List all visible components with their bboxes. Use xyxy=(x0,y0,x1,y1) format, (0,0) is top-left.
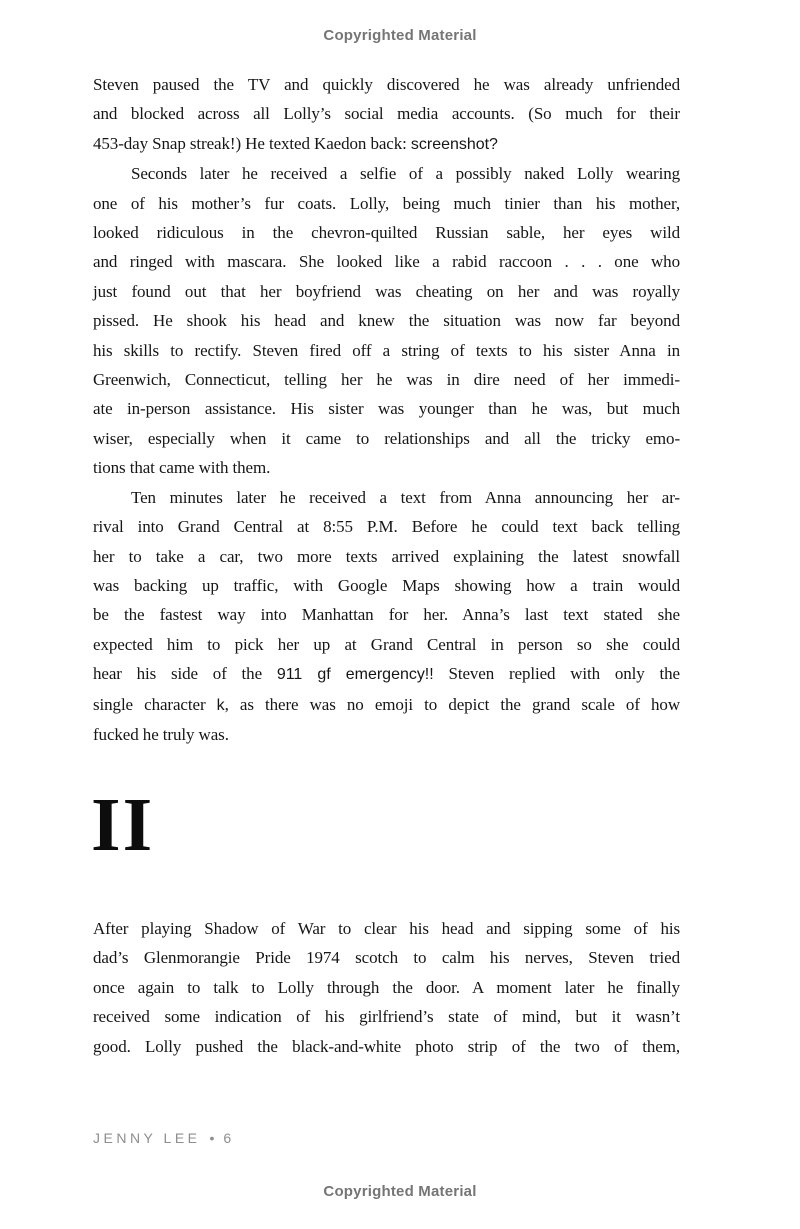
text-run: ate in-person assistance. His sister was younger than he was, but much xyxy=(93,399,680,419)
text-run: received some indication of his girlfriend’s state of mind, but it wasn’t xyxy=(93,1007,680,1027)
text-line xyxy=(93,218,680,247)
text-run: was backing up traffic, with Google Maps showing how a train would xyxy=(93,575,680,595)
text-run: Steven paused the TV and quickly discovered he was already unfriended xyxy=(93,75,680,94)
text-run: once again to talk to Lolly through the door. A moment later he finally xyxy=(93,977,680,997)
text-line xyxy=(93,70,680,99)
text-run: hear his side of the xyxy=(93,664,277,684)
text-message-run: 911 gf emergency!! xyxy=(276,666,434,684)
running-footer xyxy=(93,1130,235,1146)
text-line xyxy=(93,424,680,453)
text-run: Greenwich, Connecticut, telling her he was in dire need of her immedi- xyxy=(93,370,680,390)
text-run: and blocked across all Lolly’s social media accounts. (So much for their xyxy=(93,104,680,124)
text-run: pissed. He shook his head and knew the situation was now far beyond xyxy=(93,311,680,331)
text-run: Ten minutes later he received a text from Anna announcing her ar- xyxy=(131,487,680,507)
text-line xyxy=(93,189,680,218)
paragraph-2 xyxy=(93,159,680,482)
text-line xyxy=(93,336,680,365)
text-line xyxy=(93,129,680,159)
text-run: tions that came with them. xyxy=(93,458,271,478)
text-line xyxy=(93,630,680,659)
text-line xyxy=(93,159,680,188)
text-line xyxy=(93,720,680,749)
text-run: 453-day Snap streak!) He texted Kaedon back: xyxy=(93,133,411,153)
copyright-notice-top: Copyrighted Material xyxy=(323,27,477,44)
text-run: his skills to rectify. Steven fired off a string of texts to his sister Anna in xyxy=(93,340,680,360)
text-line xyxy=(93,247,680,276)
paragraph-3 xyxy=(93,483,680,750)
footer-page-number: 6 xyxy=(223,1130,235,1146)
text-run: dad’s Glenmorangie Pride 1974 scotch to calm his nerves, Steven tried xyxy=(93,948,680,968)
text-run: Steven replied with only the xyxy=(433,664,680,684)
text-run: After playing Shadow of War to clear his head and sipping some of his xyxy=(93,919,680,938)
text-run: her to take a car, two more texts arrived explaining the latest snowfall xyxy=(93,546,680,566)
text-line xyxy=(93,483,680,512)
text-message-run: screenshot? xyxy=(410,135,498,153)
chapter-heading: II xyxy=(91,783,155,867)
text-run: and ringed with mascara. She looked like a rabid raccoon . . . one who xyxy=(93,252,680,272)
text-run: rival into Grand Central at 8:55 P.M. Before he could text back telling xyxy=(93,517,680,537)
text-line xyxy=(93,306,680,335)
text-line xyxy=(93,571,680,600)
text-line xyxy=(93,394,680,423)
text-run: looked ridiculous in the chevron-quilted Russian sable, her eyes wild xyxy=(93,223,680,243)
body-text-upper xyxy=(93,70,680,749)
text-line xyxy=(93,99,680,128)
text-run: one of his mother’s fur coats. Lolly, being much tinier than his mother, xyxy=(93,193,680,213)
text-line xyxy=(93,1002,680,1031)
text-run: wiser, especially when it came to relationships and all the tricky emo- xyxy=(93,428,680,448)
footer-author: JENNY LEE xyxy=(93,1130,201,1146)
body-text-lower xyxy=(93,914,680,1061)
paragraph-1 xyxy=(93,70,680,159)
text-run: fucked he truly was. xyxy=(93,724,229,744)
text-message-run: k xyxy=(216,696,225,714)
text-line xyxy=(93,600,680,629)
footer-separator-bullet: • xyxy=(209,1130,215,1146)
text-run: be the fastest way into Manhattan for her. Anna’s last text stated she xyxy=(93,605,680,625)
text-run: single character xyxy=(93,694,217,714)
text-run: good. Lolly pushed the black-and-white photo strip of the two of them, xyxy=(93,1036,680,1056)
text-line xyxy=(93,943,680,972)
copyright-notice-bottom: Copyrighted Material xyxy=(323,1183,477,1200)
text-line xyxy=(93,659,680,689)
text-run: Seconds later he received a selfie of a possibly naked Lolly wearing xyxy=(131,164,680,184)
text-line xyxy=(93,542,680,571)
text-line xyxy=(93,453,680,482)
text-line xyxy=(93,973,680,1002)
paragraph-4 xyxy=(93,914,680,1061)
text-line xyxy=(93,690,680,720)
text-line xyxy=(93,512,680,541)
text-line xyxy=(93,365,680,394)
text-line xyxy=(93,1032,680,1061)
text-run: , as there was no emoji to depict the grand scale of how xyxy=(224,694,681,714)
text-run: expected him to pick her up at Grand Central in person so she could xyxy=(93,634,680,654)
text-line xyxy=(93,277,680,306)
text-run: just found out that her boyfriend was cheating on her and was royally xyxy=(93,281,680,301)
text-line xyxy=(93,914,680,943)
